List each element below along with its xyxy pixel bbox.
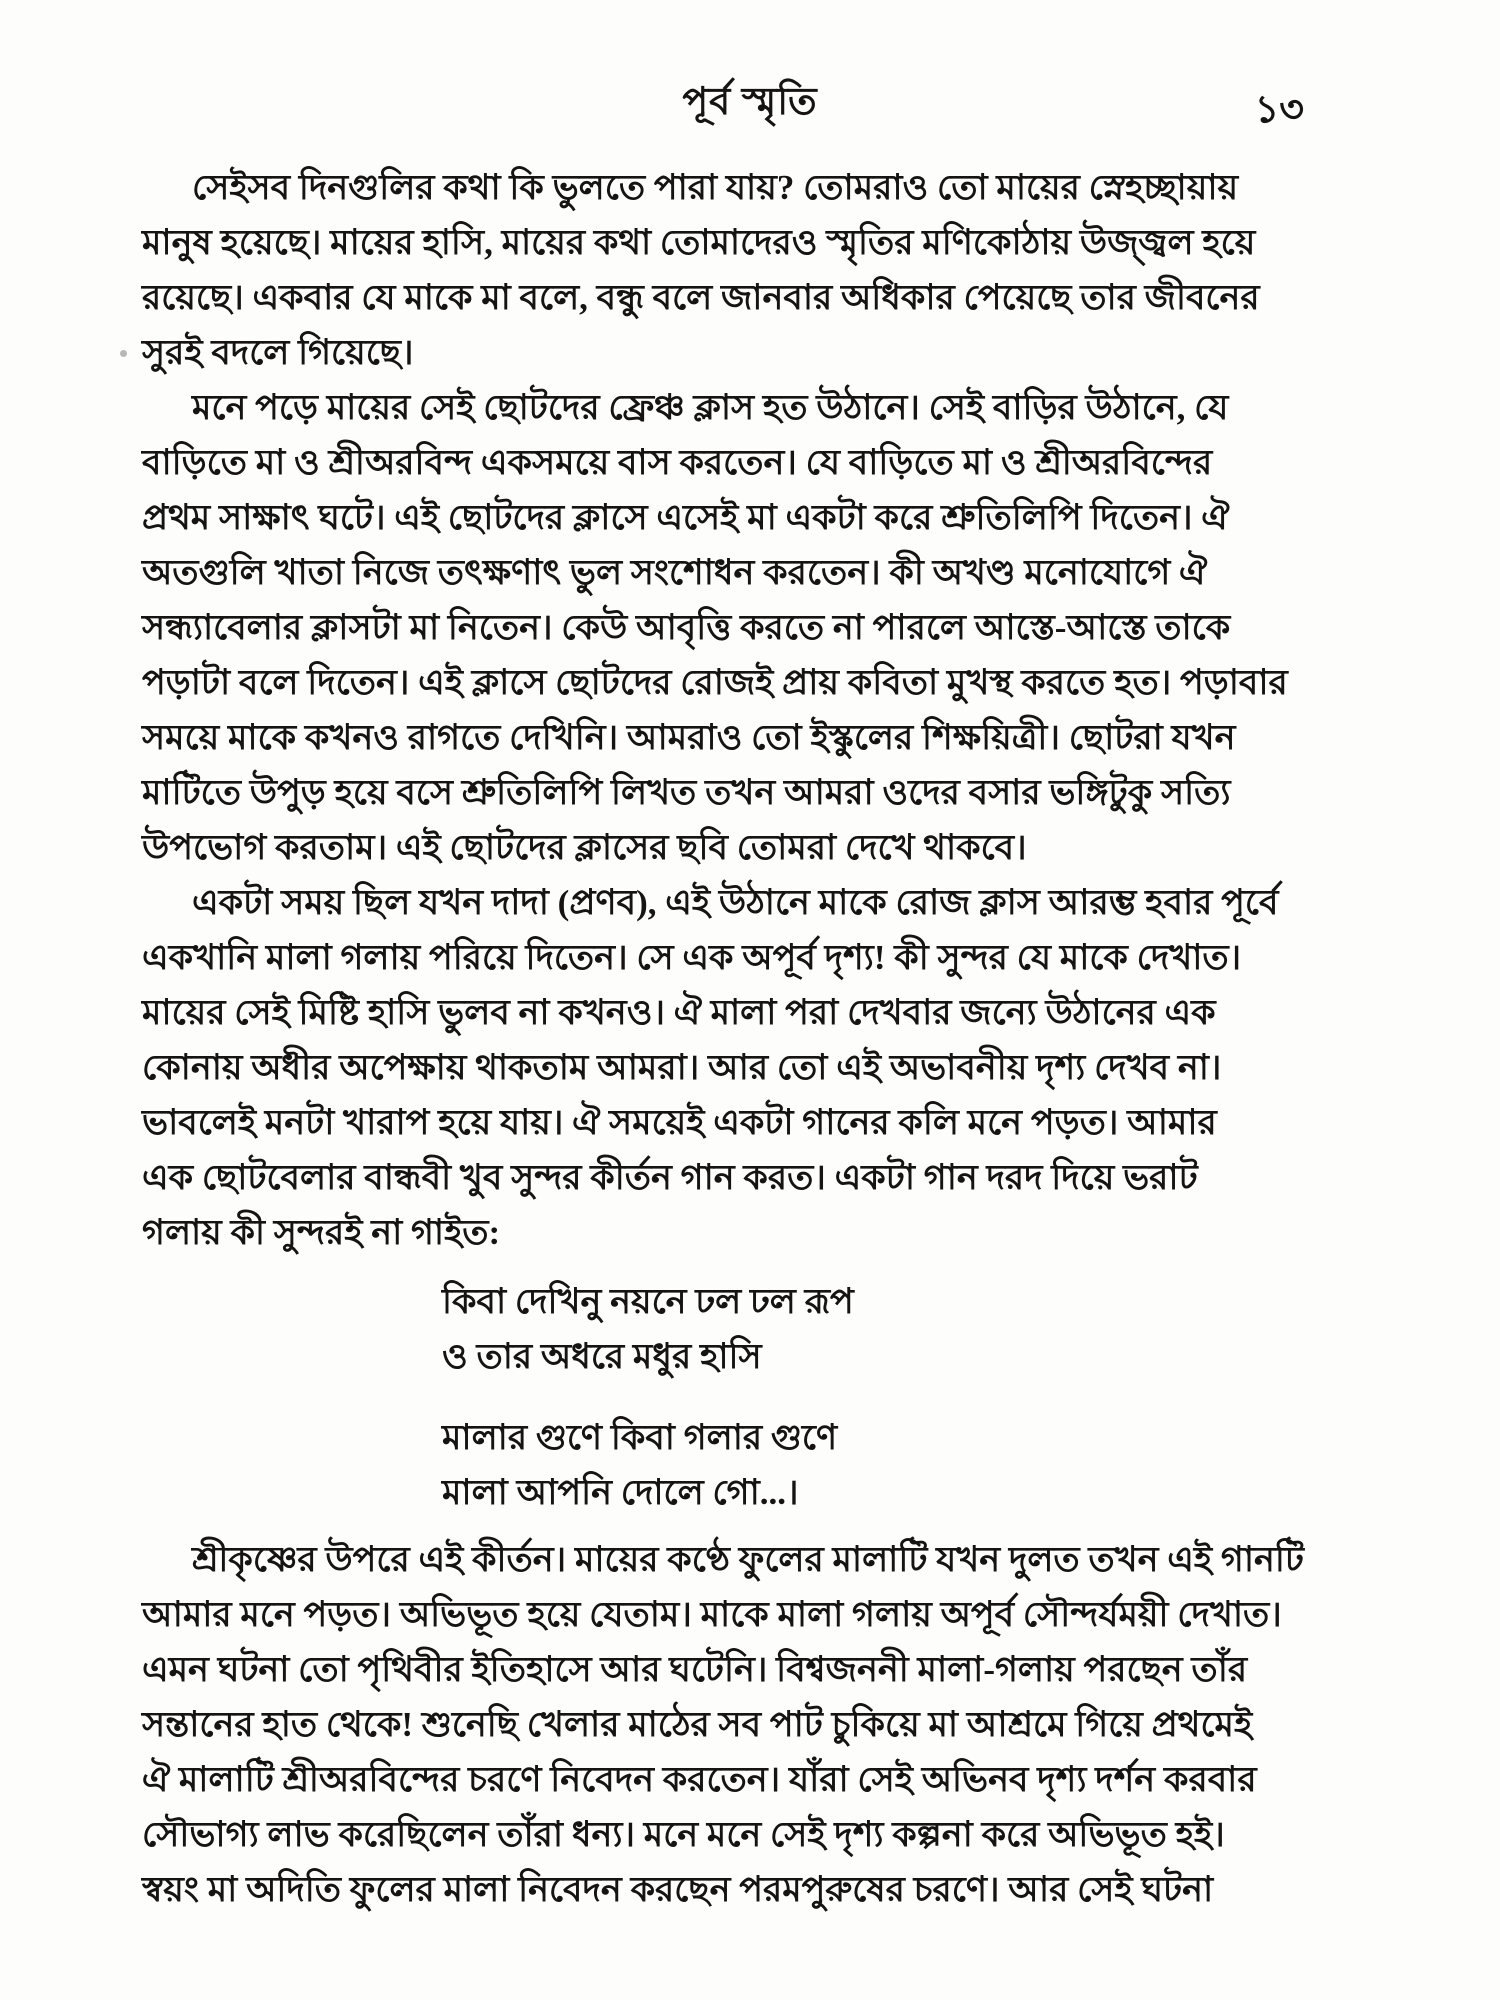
- text-line: এমন ঘটনা তো পৃথিবীর ইতিহাসে আর ঘটেনি। বিশ্বজননী মালা-গলায় পরছেন তাঁর: [142, 1650, 1248, 1689]
- running-title: পূর্ব স্মৃতি: [682, 81, 818, 123]
- verse-line: মালা আপনি দোলে গো...।: [442, 1473, 799, 1512]
- text-line: রয়েছে। একবার যে মাকে মা বলে, বন্ধু বলে জানবার অধিকার পেয়েছে তার জীবনের: [142, 278, 1260, 317]
- paragraph: [142, 875, 1380, 1260]
- text-line: মাটিতে উপুড় হয়ে বসে শ্রুতিলিপি লিখত তখন আমরা ওদের বসার ভঙ্গিটুকু সত্যি: [142, 773, 1231, 812]
- verse-stanza: [142, 1274, 1380, 1384]
- verse-line: কিবা দেখিনু নয়নে ঢল ঢল রূপ: [442, 1282, 854, 1321]
- page-number: ১৩: [1254, 89, 1304, 131]
- text-line: ভাবলেই মনটা খারাপ হয়ে যায়। ঐ সময়েই একটা গানের কলি মনে পড়ত। আমার: [142, 1103, 1217, 1142]
- text-line: স্বয়ং মা অদিতি ফুলের মালা নিবেদন করছেন পরমপুরুষের চরণে। আর সেই ঘটনা: [142, 1870, 1214, 1909]
- verse-line: মালার গুণে কিবা গলার গুণে: [442, 1418, 838, 1457]
- text-line: ঐ মালাটি শ্রীঅরবিন্দের চরণে নিবেদন করতেন। যাঁরা সেই অভিনব দৃশ্য দর্শন করবার: [142, 1760, 1257, 1799]
- text-line: আমার মনে পড়ত। অভিভূত হয়ে যেতাম। মাকে মালা গলায় অপূর্ব সৌন্দর্যময়ী দেখাত।: [142, 1595, 1282, 1634]
- text-line: এক ছোটবেলার বান্ধবী খুব সুন্দর কীর্তন গান করত। একটা গান দরদ দিয়ে ভরাট: [142, 1158, 1198, 1197]
- page-header: [0, 72, 1500, 132]
- paragraph: [142, 160, 1380, 380]
- text-line: সময়ে মাকে কখনও রাগতে দেখিনি। আমরাও তো ইস্কুলের শিক্ষয়িত্রী। ছোটরা যখন: [142, 718, 1236, 757]
- text-line: পড়াটা বলে দিতেন। এই ক্লাসে ছোটদের রোজই প্রায় কবিতা মুখস্থ করতে হত। পড়াবার: [142, 663, 1288, 702]
- text-line: একখানি মালা গলায় পরিয়ে দিতেন। সে এক অপূর্ব দৃশ্য! কী সুন্দর যে মাকে দেখাত।: [142, 938, 1242, 977]
- text-line: মায়ের সেই মিষ্টি হাসি ভুলব না কখনও। ঐ মালা পরা দেখবার জন্যে উঠানের এক: [142, 993, 1216, 1032]
- paragraph: [142, 1532, 1380, 1917]
- text-line: শ্রীকৃষ্ণের উপরে এই কীর্তন। মায়ের কণ্ঠে ফুলের মালাটি যখন দুলত তখন এই গানটি: [192, 1540, 1304, 1579]
- text-line: উপভোগ করতাম। এই ছোটদের ক্লাসের ছবি তোমরা দেখে থাকবে।: [142, 828, 1027, 867]
- body-text: [142, 160, 1380, 1917]
- text-line: সুরই বদলে গিয়েছে।: [142, 333, 414, 372]
- paragraph: [142, 380, 1380, 875]
- text-line: গলায় কী সুন্দরই না গাইত:: [142, 1213, 501, 1252]
- text-line: সৌভাগ্য লাভ করেছিলেন তাঁরা ধন্য। মনে মনে সেই দৃশ্য কল্পনা করে অভিভূত হই।: [142, 1815, 1225, 1854]
- text-line: কোনায় অধীর অপেক্ষায় থাকতাম আমরা। আর তো এই অভাবনীয় দৃশ্য দেখব না।: [142, 1048, 1222, 1087]
- text-line: প্রথম সাক্ষাৎ ঘটে। এই ছোটদের ক্লাসে এসেই মা একটা করে শ্রুতিলিপি দিতেন। ঐ: [142, 498, 1230, 537]
- text-line: একটা সময় ছিল যখন দাদা (প্রণব), এই উঠানে মাকে রোজ ক্লাস আরম্ভ হবার পূর্বে: [192, 883, 1279, 922]
- text-line: মানুষ হয়েছে। মায়ের হাসি, মায়ের কথা তোমাদেরও স্মৃতির মণিকোঠায় উজ্জ্বল হয়ে: [142, 223, 1256, 262]
- text-line: সন্ধ্যাবেলার ক্লাসটা মা নিতেন। কেউ আবৃত্তি করতে না পারলে আস্তে-আস্তে তাকে: [142, 608, 1231, 647]
- text-line: অতগুলি খাতা নিজে তৎক্ষণাৎ ভুল সংশোধন করতেন। কী অখণ্ড মনোযোগে ঐ: [142, 553, 1208, 592]
- text-line: বাড়িতে মা ও শ্রীঅরবিন্দ একসময়ে বাস করতেন। যে বাড়িতে মা ও শ্রীঅরবিন্দের: [142, 443, 1213, 482]
- text-line: সেইসব দিনগুলির কথা কি ভুলতে পারা যায়? তোমরাও তো মায়ের স্নেহচ্ছায়ায়: [192, 168, 1239, 207]
- scan-speck: [120, 350, 127, 357]
- verse-line: ও তার অধরে মধুর হাসি: [442, 1337, 762, 1376]
- text-line: মনে পড়ে মায়ের সেই ছোটদের ফ্রেঞ্চ ক্লাস হত উঠানে। সেই বাড়ির উঠানে, যে: [192, 388, 1229, 427]
- text-line: সন্তানের হাত থেকে! শুনেছি খেলার মাঠের সব পাট চুকিয়ে মা আশ্রমে গিয়ে প্রথমেই: [142, 1705, 1253, 1744]
- verse-stanza: [142, 1410, 1380, 1520]
